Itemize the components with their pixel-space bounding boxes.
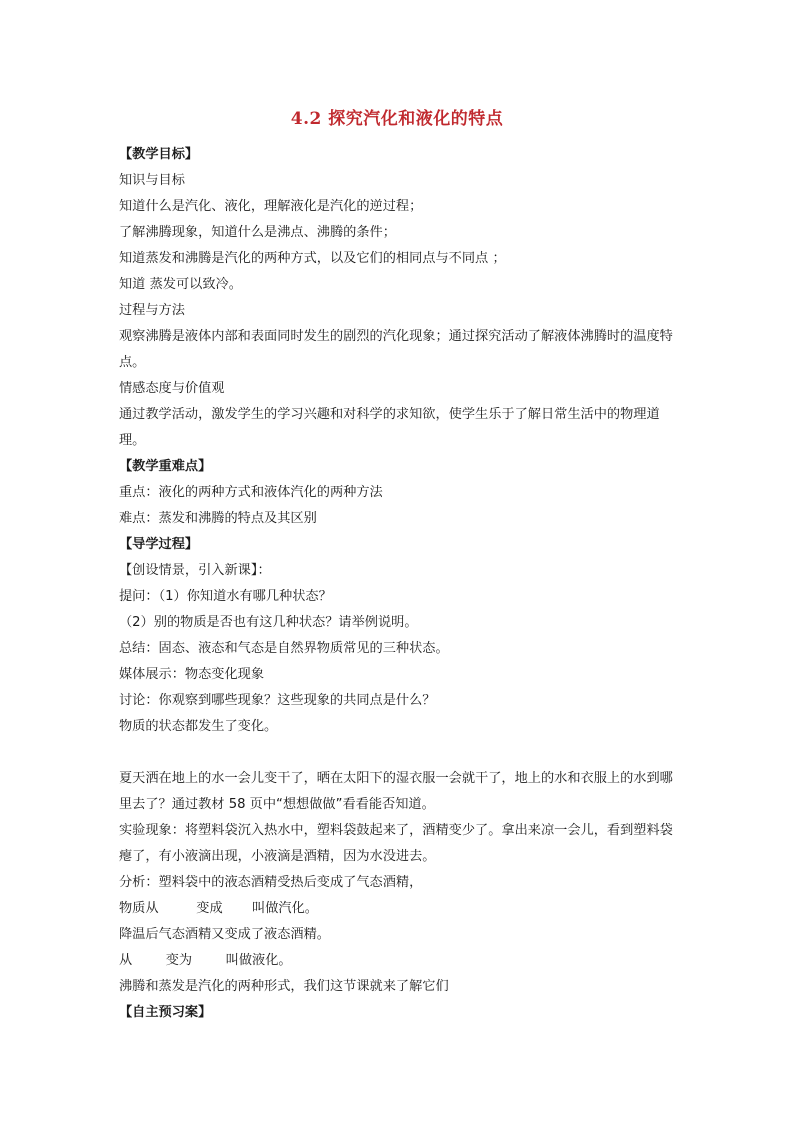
blank-line [119, 740, 679, 766]
page-title: 4.2 探究汽化和液化的特点 [290, 109, 504, 129]
subheading-process-method: 过程与方法 [119, 303, 185, 318]
subheading-attitude-values: 情感态度与价值观 [119, 381, 225, 396]
document-body [119, 142, 679, 1026]
paragraph-line: 重点：液化的两种方式和液体汽化的两种方法 [119, 485, 383, 500]
paragraph-line: 媒体展示：物态变化现象 [119, 667, 265, 682]
paragraph-line: 知道蒸发和沸腾是汽化的两种方式，以及它们的相同点与不同点 ； [119, 251, 506, 266]
paragraph-line: 沸腾和蒸发是汽化的两种形式，我们这节课就来了解它们 [119, 979, 449, 994]
fill-in-blank-line: 物质从 变成 叫做汽化。 [119, 901, 318, 916]
section-heading-key-points: 【教学重难点】 [119, 459, 212, 474]
section-heading-teaching-goals: 【教学目标】 [119, 147, 199, 162]
paragraph-line: 总结：固态、液态和气态是自然界物质常见的三种状态。 [119, 641, 449, 656]
paragraph-line: 提问：（1）你知道水有哪几种状态？ [119, 589, 332, 604]
paragraph-line: 讨论：你观察到哪些现象？这些现象的共同点是什么？ [119, 693, 436, 708]
section-heading-guided-process: 【导学过程】 [119, 537, 199, 552]
paragraph-line: 降温后气态酒精又变成了液态酒精。 [119, 927, 330, 942]
paragraph-line: 分析：塑料袋中的液态酒精受热后变成了气态酒精， [119, 875, 423, 890]
section-heading-self-preview: 【自主预习案】 [119, 1005, 212, 1020]
paragraph-boiling-observation: 观察沸腾是液体内部和表面同时发生的剧烈的汽化现象；通过探究活动了解液体沸腾时的温度特点。 [119, 329, 673, 370]
subheading-knowledge: 知识与目标 [119, 173, 185, 188]
paragraph-experiment: 实验现象：将塑料袋沉入热水中，塑料袋鼓起来了，酒精变少了。拿出来凉一会儿，看到塑料袋瘪了，有小液滴出现，小液滴是酒精，因为水没进去。 [119, 823, 673, 864]
fill-in-blank-line: 从 变为 叫做液化。 [119, 953, 292, 968]
paragraph-teaching-activity: 通过教学活动，激发学生的学习兴趣和对科学的求知欲，使学生乐于了解日常生活中的物理道理。 [119, 407, 660, 448]
paragraph-summer-water: 夏天洒在地上的水一会儿变干了，晒在太阳下的湿衣服一会就干了，地上的水和衣服上的水到哪里去了？通过教材 58 页中“想想做做”看看能否知道。 [119, 771, 673, 812]
paragraph-line: 了解沸腾现象，知道什么是沸点、沸腾的条件； [119, 225, 396, 240]
paragraph-line: 知道什么是汽化、液化，理解液化是汽化的逆过程； [119, 199, 423, 214]
subsection-scenario: 【创设情景，引入新课】： [119, 563, 271, 578]
paragraph-line: 物质的状态都发生了变化。 [119, 719, 278, 734]
paragraph-line: 难点：蒸发和沸腾的特点及其区别 [119, 511, 317, 526]
paragraph-line: 知道 蒸发可以致冷。 [119, 277, 242, 292]
paragraph-line: （2）别的物质是否也有这几种状态？请举例说明。 [119, 615, 418, 630]
